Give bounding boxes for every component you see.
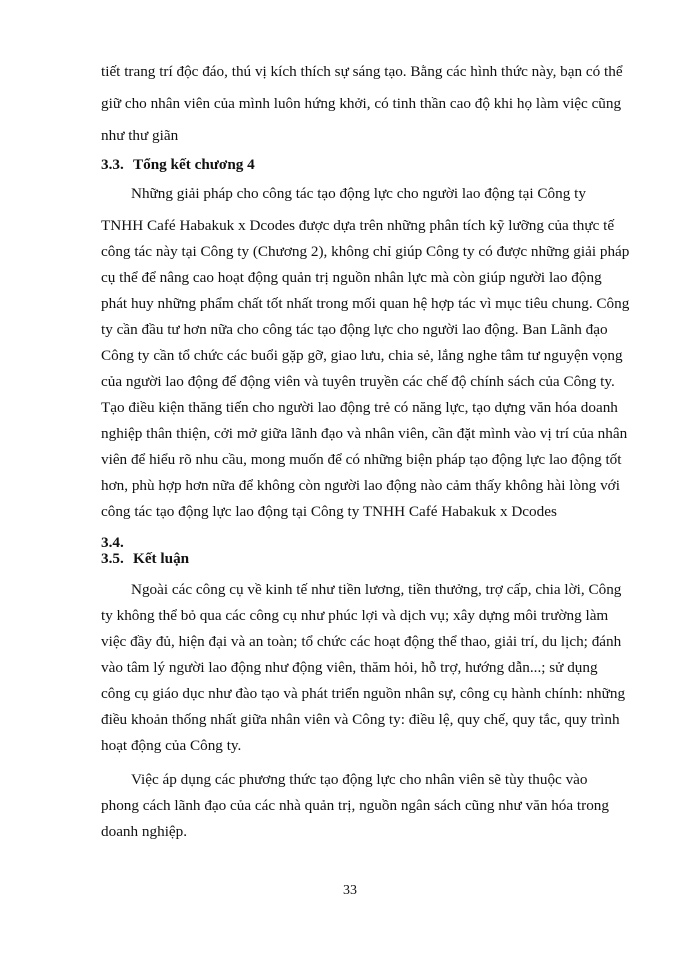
s35-p1-line-4: vào tâm lý người lao động như động viên, thăm hỏi, hỗ trợ, hướng dẫn...; sử dụng xyxy=(101,659,598,676)
s35-p1-line-1: Ngoài các công cụ về kinh tế như tiền lương, tiền thưởng, trợ cấp, chia lời, Công xyxy=(131,581,622,598)
section-heading-3-3 xyxy=(101,155,255,175)
s35-p2-line-3: doanh nghiệp. xyxy=(101,823,188,840)
s35-p1-line-6: điều khoản thống nhất giữa nhân viên và Công ty: điều lệ, quy chế, quy tắc, quy trình xyxy=(101,711,620,728)
s33-line-2: TNHH Café Habakuk x Dcodes được dựa trên những phân tích kỹ lưỡng của thực tế xyxy=(101,217,615,234)
s33-line-3: công tác này tại Công ty (Chương 2), không chỉ giúp Công ty có được những giải pháp xyxy=(101,243,630,260)
s35-p1-line-3: việc đầy đủ, hiện đại và an toàn; tổ chức các hoạt động thể thao, giải trí, du lịch; đánh xyxy=(101,633,622,650)
s35-p2-line-1: Việc áp dụng các phương thức tạo động lực cho nhân viên sẽ tùy thuộc vào xyxy=(131,771,588,788)
s35-p1-line-5: công cụ giáo dục như đào tạo và phát triển nguồn nhân sự, công cụ hành chính: những xyxy=(101,685,626,702)
intro-line-3: như thư giãn xyxy=(101,127,179,144)
section-heading-3-5 xyxy=(101,549,189,569)
s35-p1-line-2: ty không thể bỏ qua các công cụ như phúc lợi và dịch vụ; xây dựng môi trường làm xyxy=(101,607,609,624)
s33-line-5: phát huy những phẩm chất tốt nhất trong mối quan hệ hợp tác vì mục tiêu chung. Công xyxy=(101,295,630,312)
section-number: 3.3. xyxy=(101,156,124,173)
s35-p2-line-2: phong cách lãnh đạo của các nhà quản trị, nguồn ngân sách cũng như văn hóa trong xyxy=(101,797,609,814)
s35-p1-line-7: hoạt động của Công ty. xyxy=(101,737,242,754)
s33-line-12: hơn, phù hợp hơn nữa để không còn người lao động nào cảm thấy không hài lòng với xyxy=(101,477,620,494)
section-title: Kết luận xyxy=(133,550,190,567)
s33-line-6: ty cần đầu tư hơn nữa cho công tác tạo động lực cho người lao động. Ban Lãnh đạo xyxy=(101,321,608,338)
intro-line-1: tiết trang trí độc đáo, thú vị kích thích sự sáng tạo. Bằng các hình thức này, bạn có thể xyxy=(101,63,623,80)
intro-line-2: giữ cho nhân viên của mình luôn hứng khởi, có tinh thần cao độ khi họ làm việc cũng xyxy=(101,95,622,112)
s33-line-8: của người lao động để động viên và tuyên truyền các chế độ chính sách của Công ty. xyxy=(101,373,615,390)
section-number: 3.4. xyxy=(101,534,124,551)
s33-line-13: công tác tạo động lực lao động tại Công ty TNHH Café Habakuk x Dcodes xyxy=(101,503,557,520)
s33-line-10: nghiệp thân thiện, cởi mở giữa lãnh đạo và nhân viên, cần đặt mình vào vị trí của nhân xyxy=(101,425,628,442)
s33-line-7: Công ty cần tổ chức các buổi gặp gỡ, giao lưu, chia sẻ, lắng nghe tâm tư nguyện vọng xyxy=(101,347,623,364)
page-number: 33 xyxy=(343,883,357,898)
s33-line-9: Tạo điều kiện thăng tiến cho người lao động trẻ có năng lực, tạo dựng văn hóa doanh xyxy=(101,399,618,416)
s33-line-11: viên để hiểu rõ nhu cầu, mong muốn để có những biện pháp tạo động lực lao động tốt xyxy=(101,451,622,468)
section-number: 3.5. xyxy=(101,550,124,567)
s33-line-4: cụ thể để nâng cao hoạt động quản trị nguồn nhân lực mà còn giúp người lao động xyxy=(101,269,602,286)
section-title: Tổng kết chương 4 xyxy=(133,156,255,173)
s33-line-1: Những giải pháp cho công tác tạo động lực cho người lao động tại Công ty xyxy=(131,185,586,202)
